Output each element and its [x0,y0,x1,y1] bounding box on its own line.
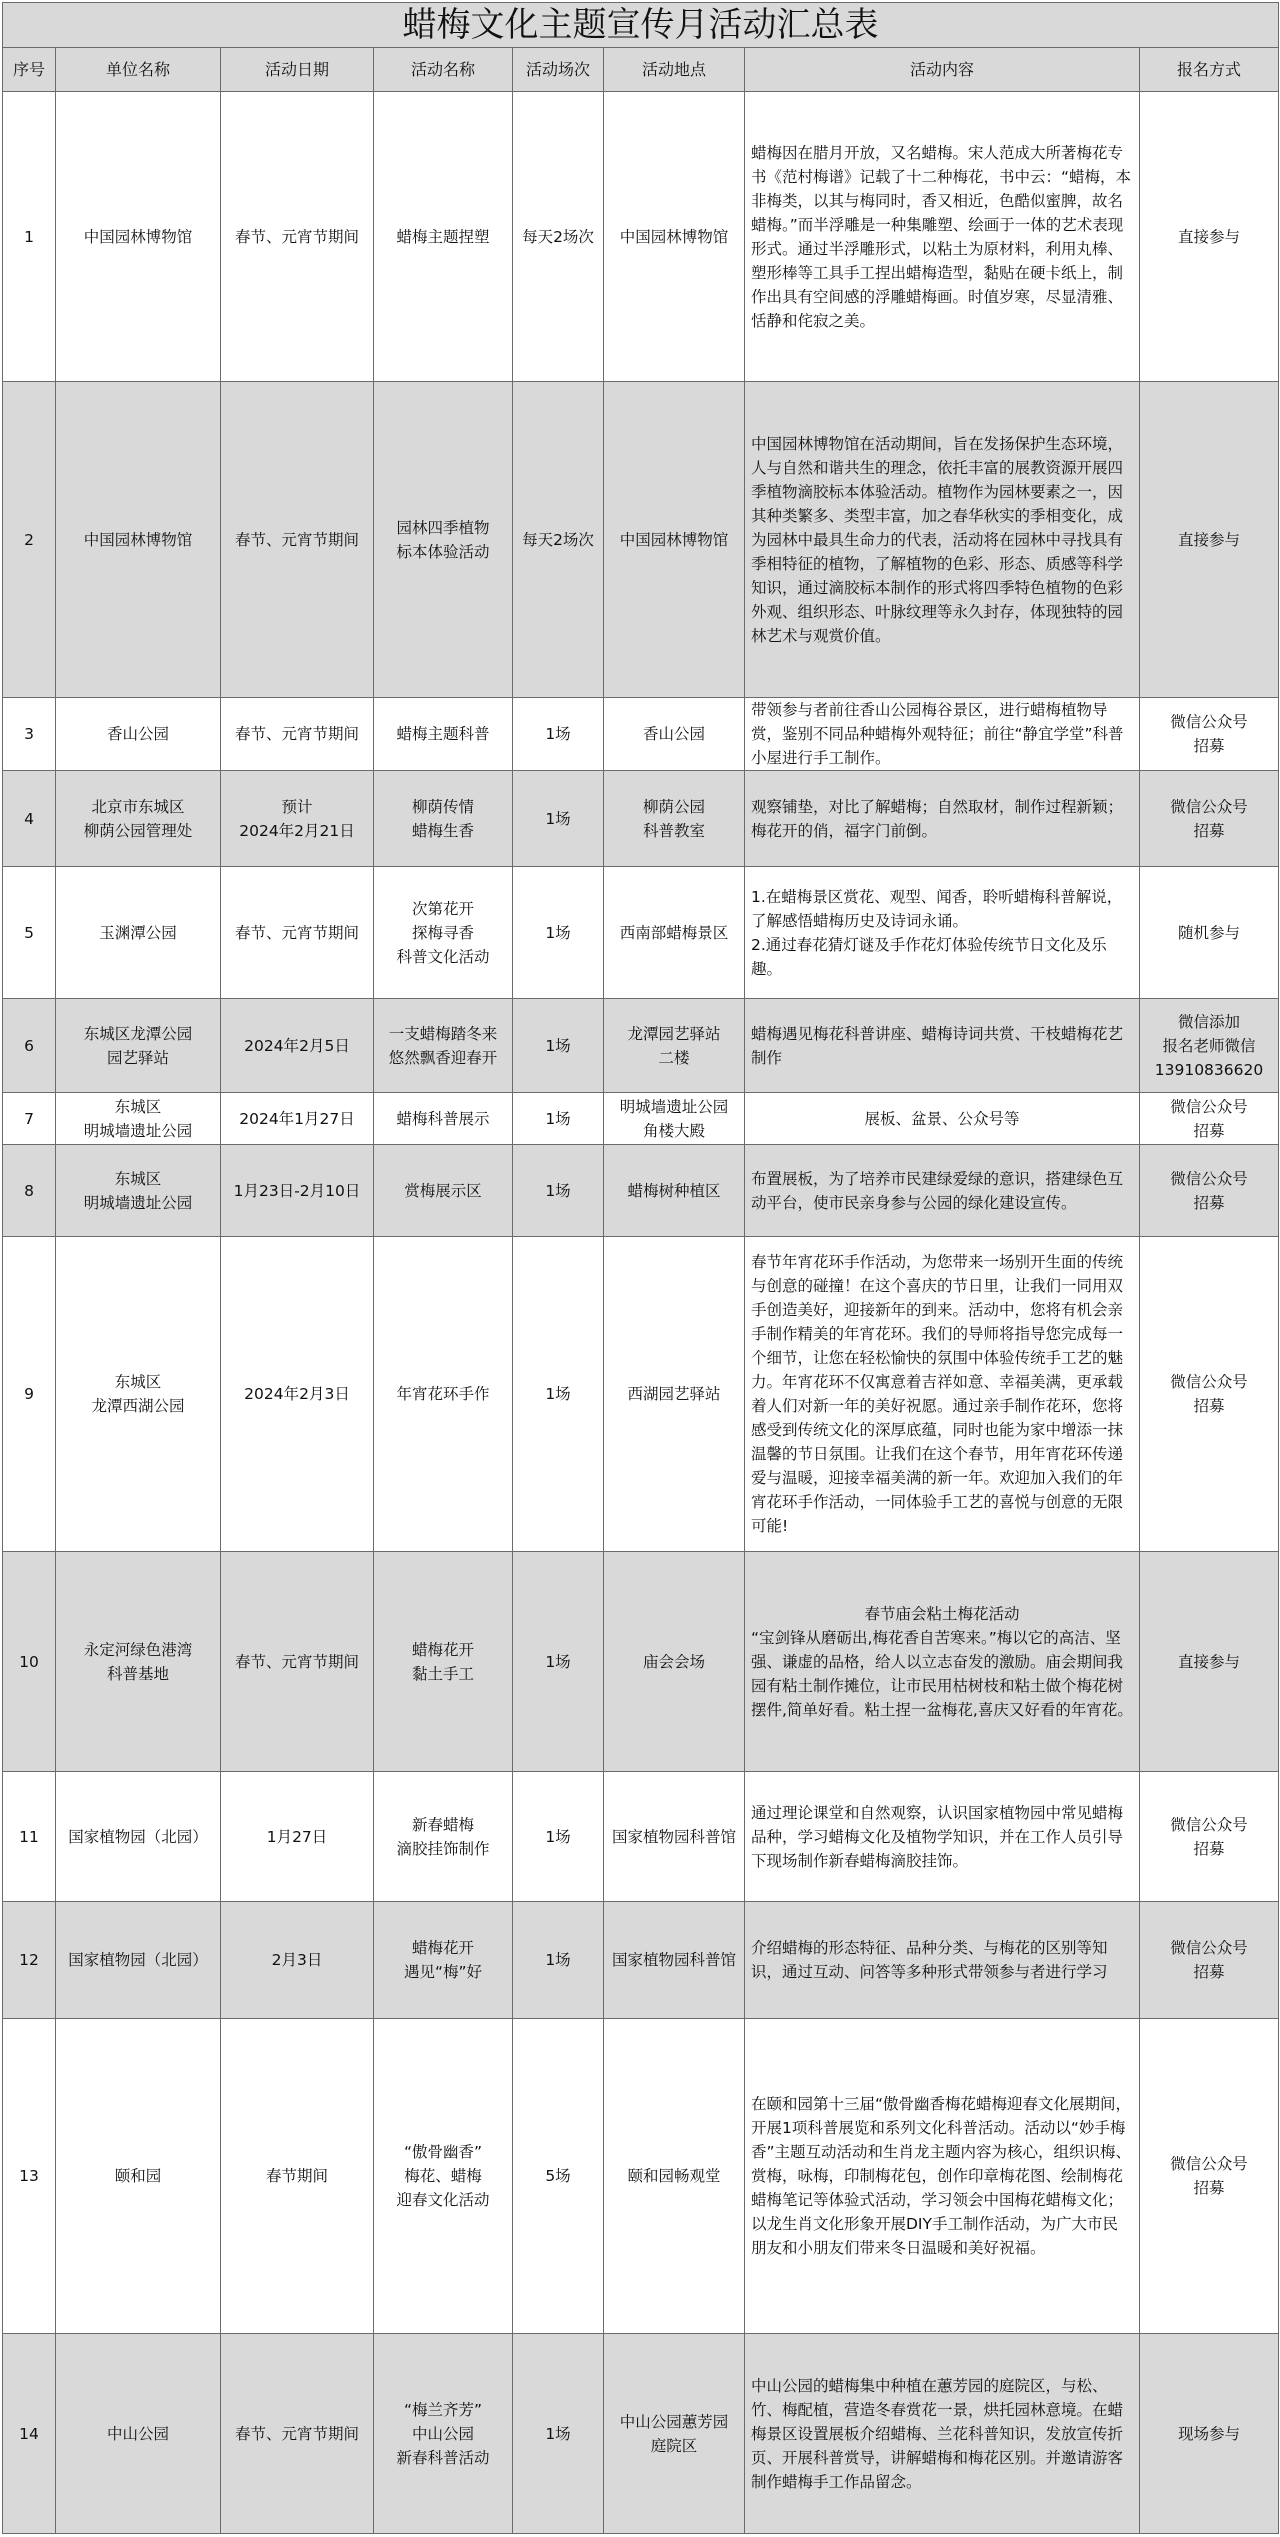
row-content: 通过理论课堂和自然观察，认识国家植物园中常见蜡梅品种，学习蜡梅文化及植物学知识，并在工作人员引导下现场制作新春蜡梅滴胶挂饰。 [745,1772,1140,1902]
row-unit: 颐和园 [56,2019,221,2334]
row-date: 春节、元宵节期间 [221,382,374,698]
row-place: 中国园林博物馆 [604,92,745,382]
row-place: 龙潭园艺驿站 二楼 [604,999,745,1093]
row-sessions: 1场 [513,1145,604,1237]
row-content: 在颐和园第十三届“傲骨幽香梅花蜡梅迎春文化展期间，开展1项科普展览和系列文化科普活动。活动以“妙手梅香”主题互动活动和生肖龙主题内容为核心，组织识梅、赏梅，咏梅，印制梅花包，创作印章梅花图、绘制梅花蜡梅笔记等体验式活动，学习领会中国梅花蜡梅文化；以龙生肖文化形象开展DIY手工制作活动，为广大市民朋友和小朋友们带来冬日温暖和美好祝福。 [745,2019,1140,2334]
row-no: 5 [3,867,56,999]
row-sessions: 1场 [513,999,604,1093]
row-content-body: “宝剑锋从磨砺出,梅花香自苦寒来。”梅以它的高洁、坚强、谦虚的品格，给人以立志奋发的激励。庙会期间我园有粘土制作摊位，让市民用枯树枝和粘土做个梅花树摆件,简单好看。粘土捏一盆梅花,喜庆又好看的年宵花。 [751,1628,1133,1719]
row-content: 蜡梅因在腊月开放，又名蜡梅。宋人范成大所著梅花专书《范村梅谱》记载了十二种梅花，书中云：“蜡梅，本非梅类，以其与梅同时，香又相近，色酷似蜜脾，故名蜡梅。”而半浮雕是一种集雕塑、绘画于一体的艺术表现形式。通过半浮雕形式，以粘土为原材料，利用丸棒、塑形棒等工具手工捏出蜡梅造型，黏贴在硬卡纸上，制作出具有空间感的浮雕蜡梅画。时值岁寒，尽显清雅、恬静和侘寂之美。 [745,92,1140,382]
row-place: 颐和园畅观堂 [604,2019,745,2334]
row-signup: 微信公众号 招募 [1140,698,1279,771]
table-row [3,698,1279,771]
row-sessions: 1场 [513,867,604,999]
row-date: 1月27日 [221,1772,374,1902]
row-unit: 东城区 龙潭西湖公园 [56,1237,221,1552]
row-date: 春节、元宵节期间 [221,1552,374,1772]
row-activity-name: 次第花开 探梅寻香 科普文化活动 [374,867,513,999]
row-date: 春节、元宵节期间 [221,92,374,382]
row-sessions: 5场 [513,2019,604,2334]
table-row [3,867,1279,999]
table-row [3,1093,1279,1145]
table-row [3,1902,1279,2019]
row-no: 10 [3,1552,56,1772]
row-signup: 微信公众号 招募 [1140,771,1279,867]
header-unit: 单位名称 [56,48,221,92]
row-sessions: 1场 [513,1237,604,1552]
row-signup: 微信公众号 招募 [1140,1902,1279,2019]
row-place: 明城墙遗址公园 角楼大殿 [604,1093,745,1145]
row-activity-name: 蜡梅科普展示 [374,1093,513,1145]
row-signup: 随机参与 [1140,867,1279,999]
row-signup: 直接参与 [1140,92,1279,382]
row-activity-name: 蜡梅花开 黏土手工 [374,1552,513,1772]
row-content: 布置展板，为了培养市民建绿爱绿的意识，搭建绿色互动平台，使市民亲身参与公园的绿化建设宣传。 [745,1145,1140,1237]
row-place: 中山公园蕙芳园 庭院区 [604,2334,745,2534]
header-no: 序号 [3,48,56,92]
row-sessions: 1场 [513,771,604,867]
row-date: 1月23日-2月10日 [221,1145,374,1237]
table-title: 蜡梅文化主题宣传月活动汇总表 [3,3,1279,48]
row-content: 中山公园的蜡梅集中种植在蕙芳园的庭院区，与松、竹、梅配植，营造冬春赏花一景，烘托园林意境。在蜡梅景区设置展板介绍蜡梅、兰花科普知识，发放宣传折页、开展科普赏导，讲解蜡梅和梅花区别。并邀请游客制作蜡梅手工作品留念。 [745,2334,1140,2534]
row-content: 展板、盆景、公众号等 [745,1093,1140,1145]
table-row [3,1772,1279,1902]
row-sessions: 1场 [513,1902,604,2019]
table-row [3,1552,1279,1772]
row-no: 4 [3,771,56,867]
row-place: 中国园林博物馆 [604,382,745,698]
row-content: 带领参与者前往香山公园梅谷景区，进行蜡梅植物导赏，鉴别不同品种蜡梅外观特征；前往“静宜学堂”科普小屋进行手工制作。 [745,698,1140,771]
row-unit: 东城区 明城墙遗址公园 [56,1145,221,1237]
table-row [3,2019,1279,2334]
row-place: 蜡梅树种植区 [604,1145,745,1237]
row-signup: 微信公众号 招募 [1140,1093,1279,1145]
row-activity-name: 一支蜡梅踏冬来 悠然飘香迎春开 [374,999,513,1093]
row-activity-name: 柳荫传情 蜡梅生香 [374,771,513,867]
table-row [3,92,1279,382]
row-no: 12 [3,1902,56,2019]
row-place: 香山公园 [604,698,745,771]
row-place: 西南部蜡梅景区 [604,867,745,999]
row-unit: 东城区龙潭公园 园艺驿站 [56,999,221,1093]
row-date: 春节、元宵节期间 [221,2334,374,2534]
row-no: 9 [3,1237,56,1552]
row-date: 2024年2月3日 [221,1237,374,1552]
row-sessions: 每天2场次 [513,92,604,382]
row-activity-name: 蜡梅主题捏塑 [374,92,513,382]
summary-sheet [2,2,1278,2534]
row-activity-name: 蜡梅花开 遇见“梅”好 [374,1902,513,2019]
row-no: 7 [3,1093,56,1145]
row-sessions: 1场 [513,1093,604,1145]
header-content: 活动内容 [745,48,1140,92]
table-row [3,1145,1279,1237]
header-row [3,48,1279,92]
row-content [745,1552,1140,1772]
row-content-title: 春节庙会粘土梅花活动 [864,1604,1020,1623]
row-content: 蜡梅遇见梅花科普讲座、蜡梅诗词共赏、干枝蜡梅花艺制作 [745,999,1140,1093]
row-unit: 中国园林博物馆 [56,382,221,698]
table-row [3,1237,1279,1552]
table-row [3,999,1279,1093]
row-no: 3 [3,698,56,771]
row-unit: 北京市东城区 柳荫公园管理处 [56,771,221,867]
row-signup: 现场参与 [1140,2334,1279,2534]
row-place: 国家植物园科普馆 [604,1772,745,1902]
row-unit: 中山公园 [56,2334,221,2534]
row-signup: 微信公众号 招募 [1140,1772,1279,1902]
row-unit: 玉渊潭公园 [56,867,221,999]
row-date: 预计 2024年2月21日 [221,771,374,867]
row-unit: 中国园林博物馆 [56,92,221,382]
row-date: 春节期间 [221,2019,374,2334]
row-activity-name: “梅兰齐芳” 中山公园 新春科普活动 [374,2334,513,2534]
row-date: 春节、元宵节期间 [221,698,374,771]
row-unit: 国家植物园（北园） [56,1902,221,2019]
row-no: 8 [3,1145,56,1237]
row-activity-name: 新春蜡梅 滴胶挂饰制作 [374,1772,513,1902]
row-unit: 永定河绿色港湾 科普基地 [56,1552,221,1772]
row-date: 春节、元宵节期间 [221,867,374,999]
header-name: 活动名称 [374,48,513,92]
row-place: 西湖园艺驿站 [604,1237,745,1552]
row-no: 1 [3,92,56,382]
row-no: 14 [3,2334,56,2534]
row-sessions: 1场 [513,2334,604,2534]
header-sessions: 活动场次 [513,48,604,92]
row-no: 11 [3,1772,56,1902]
row-date: 2024年1月27日 [221,1093,374,1145]
row-content: 春节年宵花环手作活动，为您带来一场别开生面的传统与创意的碰撞！在这个喜庆的节日里，让我们一同用双手创造美好，迎接新年的到来。活动中，您将有机会亲手制作精美的年宵花环。我们的导师将指导您完成每一个细节，让您在轻松愉快的氛围中体验传统手工艺的魅力。年宵花环不仅寓意着吉祥如意、幸福美满，更承载着人们对新一年的美好祝愿。通过亲手制作花环，您将感受到传统文化的深厚底蕴，同时也能为家中增添一抹温馨的节日氛围。让我们在这个春节，用年宵花环传递爱与温暖，迎接幸福美满的新一年。欢迎加入我们的年宵花环手作活动，一同体验手工艺的喜悦与创意的无限可能! [745,1237,1140,1552]
row-signup: 微信公众号 招募 [1140,2019,1279,2334]
row-unit: 国家植物园（北园） [56,1772,221,1902]
row-activity-name: “傲骨幽香” 梅花、蜡梅 迎春文化活动 [374,2019,513,2334]
row-signup: 微信添加 报名老师微信 13910836620 [1140,999,1279,1093]
row-content: 1.在蜡梅景区赏花、观型、闻香，聆听蜡梅科普解说，了解感悟蜡梅历史及诗词永诵。 2.通过春花猜灯谜及手作花灯体验传统节日文化及乐趣。 [745,867,1140,999]
table-row [3,2334,1279,2534]
row-unit: 香山公园 [56,698,221,771]
row-date: 2月3日 [221,1902,374,2019]
row-no: 2 [3,382,56,698]
row-content: 介绍蜡梅的形态特征、品种分类、与梅花的区别等知识，通过互动、问答等多种形式带领参与者进行学习 [745,1902,1140,2019]
row-place: 国家植物园科普馆 [604,1902,745,2019]
row-content: 观察铺垫，对比了解蜡梅；自然取材，制作过程新颖；梅花开的俏，福字门前倒。 [745,771,1140,867]
header-place: 活动地点 [604,48,745,92]
row-content: 中国园林博物馆在活动期间，旨在发扬保护生态环境，人与自然和谐共生的理念，依托丰富的展教资源开展四季植物滴胶标本体验活动。植物作为园林要素之一，因其种类繁多、类型丰富，加之春华秋实的季相变化，成为园林中最具生命力的代表，活动将在园林中寻找具有季相特征的植物，了解植物的色彩、形态、质感等科学知识，通过滴胶标本制作的形式将四季特色植物的色彩外观、组织形态、叶脉纹理等永久封存，体现独特的园林艺术与观赏价值。 [745,382,1140,698]
row-signup: 微信公众号 招募 [1140,1145,1279,1237]
row-place: 柳荫公园 科普教室 [604,771,745,867]
row-no: 13 [3,2019,56,2334]
row-sessions: 1场 [513,1772,604,1902]
row-signup: 微信公众号 招募 [1140,1237,1279,1552]
row-sessions: 1场 [513,698,604,771]
row-no: 6 [3,999,56,1093]
row-signup: 直接参与 [1140,382,1279,698]
row-sessions: 每天2场次 [513,382,604,698]
row-unit: 东城区 明城墙遗址公园 [56,1093,221,1145]
activity-table [2,2,1279,2534]
header-signup: 报名方式 [1140,48,1279,92]
table-row [3,382,1279,698]
row-date: 2024年2月5日 [221,999,374,1093]
row-activity-name: 蜡梅主题科普 [374,698,513,771]
header-date: 活动日期 [221,48,374,92]
row-signup: 直接参与 [1140,1552,1279,1772]
table-row [3,771,1279,867]
row-sessions: 1场 [513,1552,604,1772]
row-activity-name: 园林四季植物 标本体验活动 [374,382,513,698]
row-activity-name: 赏梅展示区 [374,1145,513,1237]
row-place: 庙会会场 [604,1552,745,1772]
row-activity-name: 年宵花环手作 [374,1237,513,1552]
